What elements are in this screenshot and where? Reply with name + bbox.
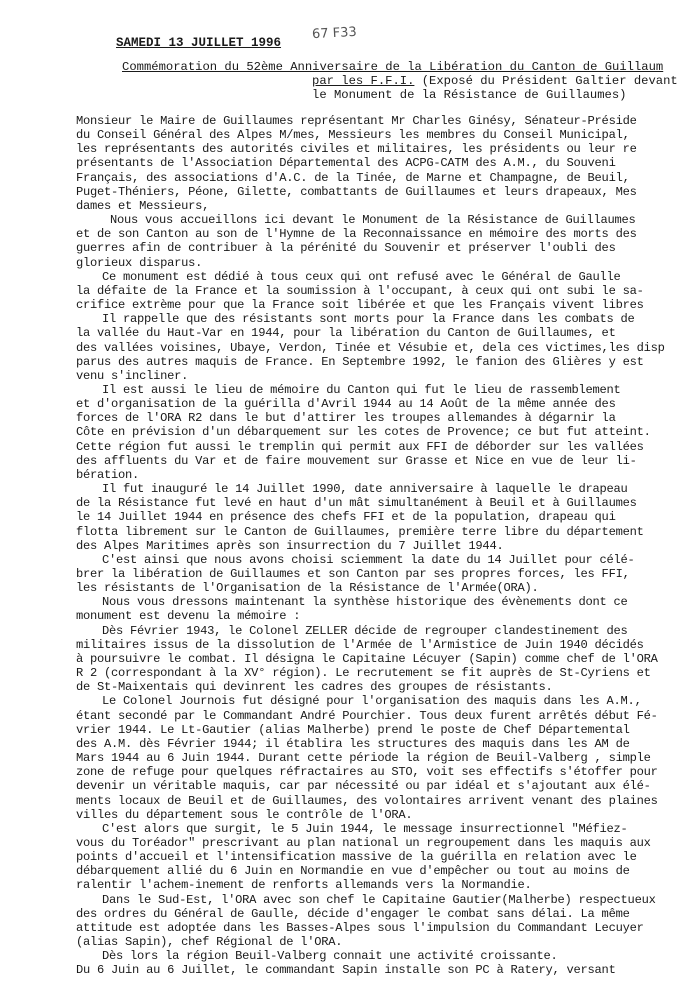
text-line: Nous vous accueillons ici devant le Monument de la Résistance de Guillaumes bbox=[110, 213, 636, 228]
text-line: la défaite de la France et la soumission à l'occupant, à ceux qui ont subi le sa- bbox=[76, 283, 644, 298]
text-line: de la Résistance fut levé en haut d'un mât simultanément à Beuil et à Guillaumes bbox=[76, 496, 637, 511]
text-line: points d'accueil et l'intensification massive de la guérilla en relation avec le bbox=[76, 850, 637, 865]
text-line: C'est alors que surgit, le 5 Juin 1944, le message insurrectionnel "Méfiez- bbox=[102, 821, 628, 836]
text-line: Dans le Sud-Est, l'ORA avec son chef le Capitaine Gautier(Malherbe) respectueux bbox=[102, 892, 656, 907]
text-line: monument est devenu la mémoire : bbox=[76, 609, 301, 624]
text-line: le 14 Juillet 1944 en présence des chefs FFI et de la population, drapeau qui bbox=[76, 510, 616, 525]
text-line: devenir un véritable maquis, car par nécessité ou par idéal et s'ajoutant aux élé- bbox=[76, 779, 651, 794]
text-line: Français, des associations d'A.C. de la Tinée, de Marne et Champagne, de Beuil, bbox=[76, 170, 630, 185]
text-line: R 2 (correspondant à la XV° région). Le recrutement se fit auprès de St-Cyriens et bbox=[76, 666, 651, 681]
text-line: les représentants des autorités civiles et militaires, les présidents ou leur re bbox=[76, 142, 637, 157]
text-line: vous du Toréador" prescrivant au plan national un regroupement dans les maquis aux bbox=[76, 835, 651, 850]
text-line: des ordres du Général de Gaulle, décide d'engager le combat sans délai. La même bbox=[76, 906, 630, 921]
text-line: les résistants de l'Organisation de la Résistance de l'Armée(ORA). bbox=[76, 581, 539, 596]
text-line: du Conseil Général des Alpes M/mes, Messieurs les membres du Conseil Municipal, bbox=[76, 128, 630, 143]
text-line: Il est aussi le lieu de mémoire du Canton qui fut le lieu de rassemblement bbox=[102, 382, 621, 397]
text-line: des A.M. dès Février 1944; il établira les structures des maquis dans les AM de bbox=[76, 736, 630, 751]
text-line: Dès lors la région Beuil-Valberg connait une activité croissante. bbox=[102, 949, 558, 964]
text-line: de St-Maixentais qui devinrent les cadres des groupes de résistants. bbox=[76, 680, 553, 695]
text-line: attitude est adoptée dans les Basses-Alpes sous l'impulsion du Commandant Lecuyer bbox=[76, 920, 644, 935]
text-line: crifice extrème pour que la France soit libérée et que les Français vivent libres bbox=[76, 298, 644, 313]
text-line: étant secondé par le Commandant André Pourchier. Tous deux furent arrêtés début Fé- bbox=[76, 708, 658, 723]
text-line: Puget-Théniers, Péone, Gilette, combattants de Guillaumes et leurs drapeaux, Mes bbox=[76, 184, 637, 199]
text-line: et de son Canton au son de l'Hymne de la Reconnaissance en mémoire des morts des bbox=[76, 227, 637, 242]
text-line: dames et Messieurs, bbox=[76, 198, 210, 213]
text-line: brer la libération de Guillaumes et son Canton par ses propres forces, les FFI, bbox=[76, 567, 630, 581]
text-line: guerres afin de contribuer à la pérénité du Souvenir et préserver l'oubli des bbox=[76, 241, 616, 256]
text-line: la vallée du Haut-Var en 1944, pour la libération du Canton de Guillaumes, et bbox=[76, 326, 616, 341]
text-line: Nous vous dressons maintenant la synthèse historique des évènements dont ce bbox=[102, 595, 628, 610]
text-line: Monsieur le Maire de Guillaumes représentant Mr Charles Ginésy, Sénateur-Préside bbox=[76, 114, 637, 128]
document-body bbox=[76, 114, 696, 978]
text-line: Il rappelle que des résistants sont morts pour la France dans les combats de bbox=[102, 312, 635, 327]
text-line: Ce monument est dédié à tous ceux qui ont refusé avec le Général de Gaulle bbox=[102, 269, 621, 284]
title-line-1: Commémoration du 52ème Anniversaire de la Libération du Canton de Guillaum bbox=[122, 60, 664, 74]
text-line: Dès Février 1943, le Colonel ZELLER décide de regrouper clandestinement des bbox=[102, 623, 628, 638]
handwritten-note: 67 F33 bbox=[311, 24, 358, 43]
text-line: glorieux disparus. bbox=[76, 255, 203, 270]
text-line: (alias Sapin), chef Régional de l'ORA. bbox=[76, 935, 343, 950]
text-line: débarquement allié du 6 Juin en Normandie en vue d'empêcher ou tout au moins de bbox=[76, 864, 630, 879]
text-line: C'est ainsi que nous avons choisi sciemment la date du 14 Juillet pour célé- bbox=[102, 552, 635, 567]
text-line: Cette région fut aussi le tremplin qui permit aux FFI de déborder sur les vallées bbox=[76, 439, 644, 454]
document-date: SAMEDI 13 JUILLET 1996 bbox=[116, 36, 282, 50]
text-line: à poursuivre le combat. Il désigna le Capitaine Lécuyer (Sapin) comme chef de l'ORA bbox=[76, 651, 658, 666]
text-line: parus des autres maquis de France. En Septembre 1992, le fanion des Glières y est bbox=[76, 354, 644, 369]
title-line-2-underlined: par les F.F.I. bbox=[312, 74, 415, 88]
text-line: Mars 1944 au 6 Juin 1944. Durant cette période la région de Beuil-Valberg , simple bbox=[76, 751, 651, 766]
text-line: Le Colonel Journois fut désigné pour l'organisation des maquis dans les A.M., bbox=[102, 694, 642, 709]
text-line: flotta librement sur le Canton de Guillaumes, première terre libre du département bbox=[76, 524, 644, 539]
text-line: militaires issus de la dissolution de l'Armée de l'Armistice de Juin 1940 décidés bbox=[76, 637, 644, 652]
text-line: des affluents du Var et de faire mouvement sur Grasse et Nice en vue de leur li- bbox=[76, 453, 637, 468]
title-line-3: le Monument de la Résistance de Guillaumes) bbox=[312, 88, 627, 102]
text-line: bération. bbox=[76, 467, 140, 482]
text-line: forces de l'ORA R2 dans le but d'attirer les troupes allemandes à dégarnir la bbox=[76, 411, 616, 426]
text-line: Côte en prévision d'un débarquement sur les cotes de Provence; ce but fut atteint. bbox=[76, 425, 651, 440]
text-line: vrier 1944. Le Lt-Gautier (alias Malherbe) prend le poste de Chef Départemental bbox=[76, 722, 630, 737]
text-line: ralentir l'achem-inement de renforts allemands vers la Normandie. bbox=[76, 878, 532, 893]
text-line: zone de refuge pour quelques réfractaires au STO, voit ses effectifs s'étoffer pour bbox=[76, 765, 658, 780]
document-title bbox=[122, 60, 700, 102]
text-line: des vallées voisines, Ubaye, Verdon, Tinée et Vésubie et, dela ces victimes,les disp bbox=[76, 340, 665, 355]
text-line: venu s'incliner. bbox=[76, 368, 189, 383]
text-line: Du 6 Juin au 6 Juillet, le commandant Sapin installe son PC à Ratery, versant bbox=[76, 963, 616, 978]
text-line: villes du département sous le contrôle de l'ORA. bbox=[76, 807, 413, 822]
title-line-2-rest: (Exposé du Président Galtier devant bbox=[414, 74, 678, 88]
text-line: Il fut inauguré le 14 Juillet 1990, date anniversaire à laquelle le drapeau bbox=[102, 482, 628, 497]
text-line: présentants de l'Association Départemental des ACPG-CATM des A.M., du Souveni bbox=[76, 156, 616, 171]
text-line: et d'organisation de la guérilla d'Avril 1944 au 14 Août de la même année des bbox=[76, 397, 616, 412]
text-line: des Alpes Maritimes après son insurrection du 7 Juillet 1944. bbox=[76, 538, 504, 553]
text-line: ments locaux de Beuil et de Guillaumes, des volontaires arrivent venant des plaines bbox=[76, 793, 658, 808]
